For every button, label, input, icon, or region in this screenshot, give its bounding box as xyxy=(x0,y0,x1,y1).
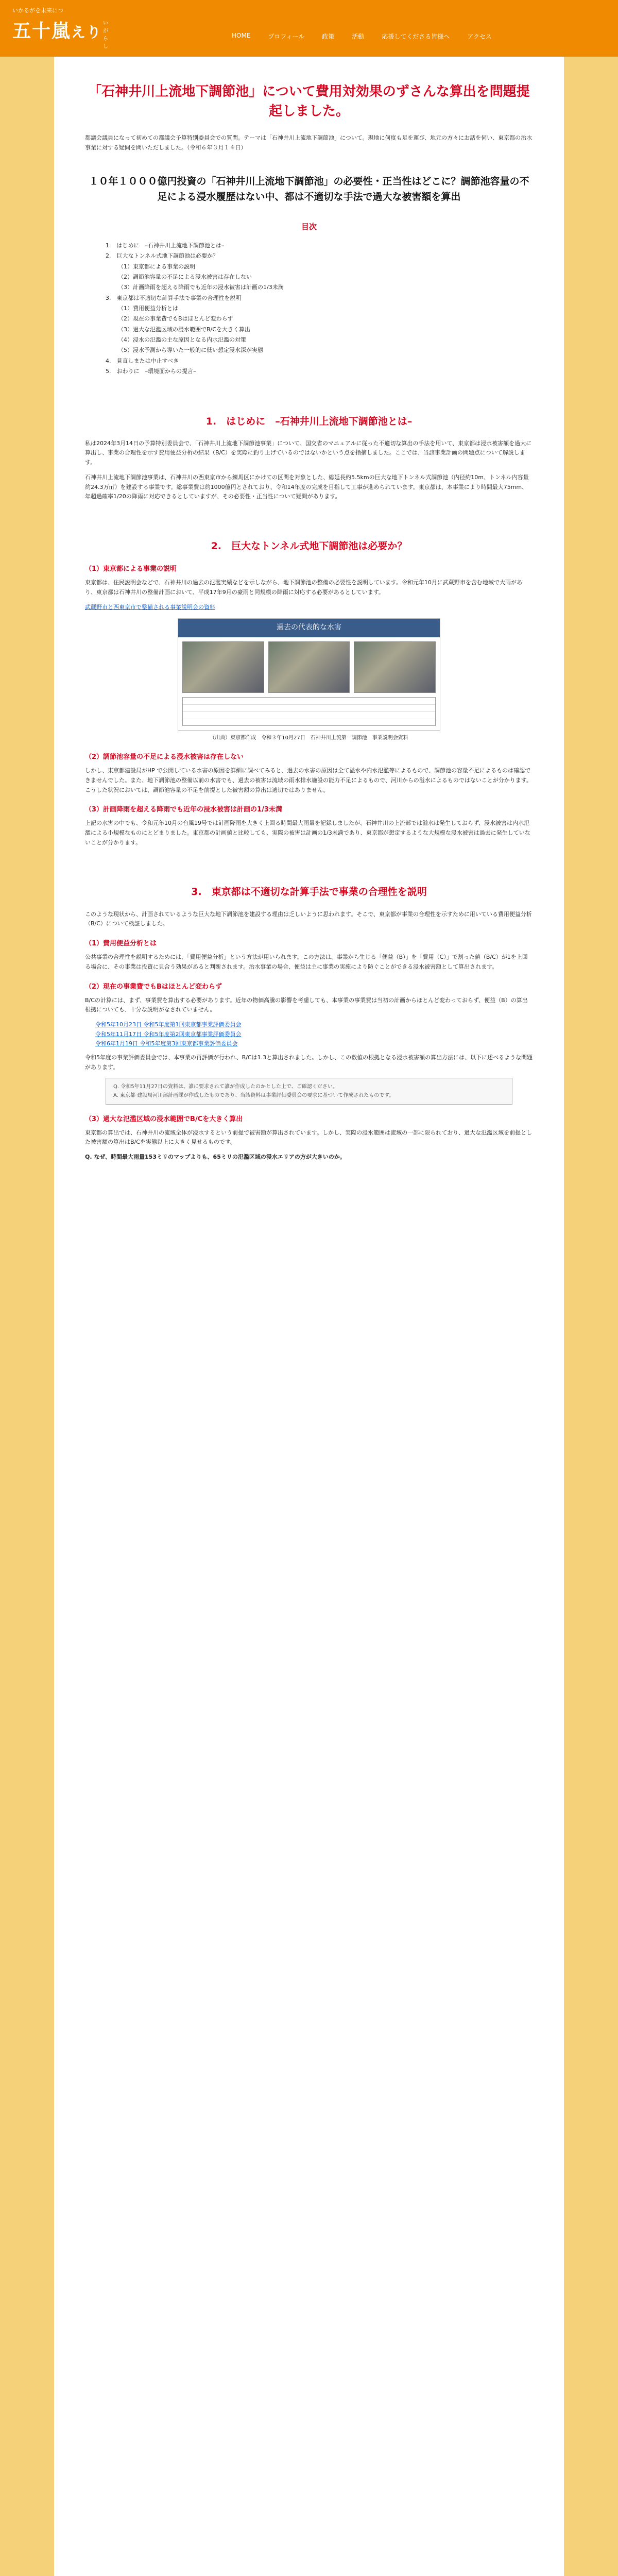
nav-activities[interactable]: 活動 xyxy=(352,33,365,40)
flood-data-table xyxy=(182,697,436,726)
main-nav xyxy=(232,32,492,41)
paragraph: 令和5年度の事業評価委員会では、本事業の再評価が行われ、B/Cは1.3と算出されました。しかし、この数値の根拠となる浸水被害額の算出方法には、以下に述べるような問題があります。 xyxy=(85,1054,533,1071)
toc-item[interactable]: （3）計画降雨を超える降雨でも近年の浸水被害は計画の1/3未満 xyxy=(118,284,284,291)
toc-item[interactable]: （3）過大な氾濫区域の浸水範囲でB/Cを大きく算出 xyxy=(118,326,250,333)
toc-title: 目次 xyxy=(301,222,317,231)
flood-photo xyxy=(354,641,436,693)
toc-item[interactable]: 1. はじめに –石神井川上流地下調節池とは– xyxy=(106,242,225,249)
subsection-heading: （2）現在の事業費でもBはほとんど変わらず xyxy=(85,982,222,991)
nav-access[interactable]: アクセス xyxy=(467,33,492,40)
figure-title: 過去の代表的な水害 xyxy=(178,619,440,637)
section-2-heading: 2. 巨大なトンネル式地下調節池は必要か？ xyxy=(211,540,407,552)
paragraph: 東京都の算出では、石神井川の流域全体が浸水するという前提で被害額が算出されています。しかし、実際の浸水範囲は流域の一部に限られており、過大な氾濫区域を前提とした被害額の算出はB/Cを実態以上に大きく見せるものです。 xyxy=(85,1129,533,1146)
toc-item[interactable]: 4. 見直しまたは中止すべき xyxy=(106,357,179,364)
logo-name: 五十嵐えり xyxy=(12,21,102,42)
toc-item[interactable]: （4）浸水の氾濫の主な原因となる内水氾濫の対策 xyxy=(118,336,246,344)
section-1-paragraph: 石神井川上流地下調節池事業は、石神井川の西東京市から練馬区にかけての区間を対象とした、総延長約5.5kmの巨大な地下トンネル式調節池（内径約10m、トンネル内容量約24.3万㎥）を建設する事業です。総事業費は約1000億円とされており、令和14年度の完成を目指して工事が進められています。東京都は、本事業により時間最大75mm、年超過確率1/20の降雨に対応できるとしていますが、その必要性・正当性について疑問があります。 xyxy=(85,473,529,500)
committee-link[interactable]: 令和5年11月17日 令和5年度第2回東京都事業評価委員会 xyxy=(95,1030,242,1038)
toc-item[interactable]: 5. おわりに –環境面からの提言– xyxy=(106,368,196,375)
article-headline: １０年１０００億円投資の「石神井川上流地下調節池」の必要性・正当性はどこに？調節池容量の不足による浸水履歴はない中、都は不適切な手法で過大な被害額を算出 xyxy=(89,175,529,203)
logo-tagline: いかるがを未来につ xyxy=(12,7,63,14)
paragraph: 上記の水害の中でも、令和元年10月の台風19号では計画降雨を大きく上回る時間最大雨量を記録しましたが、石神井川の上流部では溢水は発生しておらず、浸水被害は内水氾濫による小規模なものにとどまりました。東京都の計画値と比較しても、実際の被害は計画の1/3未満であり、東京都が想定するような大規模な浸水被害は過去に発生していないことが分かります。 xyxy=(85,820,530,846)
nav-supporters[interactable]: 応援してくださる皆様へ xyxy=(382,33,450,40)
article-title: 「石神井川上流地下調節池」について費用対効果のずさんな算出を問題提起しました。 xyxy=(88,84,530,119)
nav-policy[interactable]: 政策 xyxy=(322,33,335,40)
qa-answer: A. 東京都 建設局河川部計画課が作成したものであり、当該資料は事業評価委員会の要求に基づいて作成されたものです。 xyxy=(113,1092,394,1098)
article-container xyxy=(54,57,564,2576)
qa-question: Q. 令和5年11月27日の資料は、誰に要求されて誰が作成したのかとした上で、ご確認ください。 xyxy=(113,1083,338,1090)
flood-photo xyxy=(182,641,264,693)
nav-home[interactable]: HOME xyxy=(232,32,251,39)
committee-link[interactable]: 令和5年10月23日 令和5年度第1回東京都事業評価委員会 xyxy=(95,1021,242,1028)
logo-ruby: いがらし xyxy=(103,21,108,49)
subsection-heading: （1）東京都による事業の説明 xyxy=(85,565,177,573)
subsection-heading: （3）計画降雨を超える降雨でも近年の浸水被害は計画の1/3未満 xyxy=(85,806,282,814)
figure-caption: （出典）東京都作成 令和３年10月27日 石神井川上流第一調節池 事業説明会資料 xyxy=(210,735,408,741)
paragraph: B/Cの計算には、まず、事業費を算出する必要があります。近年の物価高騰の影響を考慮しても、本事業の事業費は当初の計画からほとんど変わっておらず、便益（B）の算出根拠についても、十分な説明がなされていません。 xyxy=(85,996,528,1013)
toc-item[interactable]: 3. 東京都は不適切な計算手法で事業の合理性を説明 xyxy=(106,294,242,301)
toc-item[interactable]: （2）現在の事業費でもBはほとんど変わらず xyxy=(118,315,233,323)
paragraph: このような現状から、計画されているような巨大な地下調節池を建設する理由は乏しいように思われます。そこで、東京都が事業の合理性を示すために用いている費用便益分析（B/C）について検証しました。 xyxy=(85,910,532,927)
toc-item[interactable]: （5）浸水予測から導いた一般的に低い想定浸水深が実態 xyxy=(118,347,263,354)
toc-item[interactable]: （1）東京都による事業の説明 xyxy=(118,263,195,270)
subsection-heading: （3）過大な氾濫区域の浸水範囲でB/Cを大きく算出 xyxy=(85,1115,243,1123)
briefing-material-link[interactable]: 武蔵野市と西東京市で整備される事業説明会の資料 xyxy=(85,603,215,611)
paragraph: 公共事業の合理性を説明するためには、「費用便益分析」という方法が用いられます。この方法は、事業から生じる「便益（B）」を「費用（C）」で割った値（B/C）が1を上回る場合に、その事業は投資に見合う効果があると判断されます。治水事業の場合、便益は主に事業の実施により防ぐことができる浸水被害額として算出されます。 xyxy=(85,954,528,970)
qa-question: Q. なぜ、時間最大雨量153ミリのマップよりも、65ミリの氾濫区域の浸水エリアの方が大きいのか。 xyxy=(85,1154,346,1160)
subsection-heading: （2）調節池容量の不足による浸水被害は存在しない xyxy=(85,753,244,761)
section-1-heading: 1. はじめに –石神井川上流地下調節池とは– xyxy=(205,415,413,427)
qa-box xyxy=(106,1078,512,1105)
toc-item[interactable]: （2）調節池容量の不足による浸水被害は存在しない xyxy=(118,274,252,281)
article-intro: 都議会議員になって初めての都議会予算特別委員会での質問。テーマは「石神井川上流地下調節池」について。現地に何度も足を運び、地元の方々にお話を伺い、東京都の治水事業に対する疑問を問いただしました。（令和６年３月１４日） xyxy=(85,134,533,151)
flood-photo xyxy=(268,641,350,693)
committee-link[interactable]: 令和6年1月19日 令和5年度第3回東京都事業評価委員会 xyxy=(95,1040,238,1047)
site-header xyxy=(0,0,618,57)
flood-history-figure xyxy=(178,618,440,731)
section-3-heading: 3. 東京都は不適切な計算手法で事業の合理性を説明 xyxy=(191,886,427,898)
toc-item[interactable]: 2. 巨大なトンネル式地下調節池は必要か？ xyxy=(106,252,219,260)
table-of-contents xyxy=(106,241,533,377)
committee-links xyxy=(95,1020,533,1049)
toc-item[interactable]: （1）費用便益分析とは xyxy=(118,305,178,312)
subsection-heading: （1）費用便益分析とは xyxy=(85,940,157,948)
paragraph: しかし、東京都建設局がHP で公開している水害の原因を詳細に調べてみると、過去の水害の原因は全て溢水や内水氾濫等によるもので、調節池の容量不足によるものは確認できませんでした。また、地下調節池の整備以前の水害でも、過去の被害は流域の雨水排水施設の能力不足によるもので、河川からの溢水によるものではないことが分かります。こうした状況においては、調節池容量の不足を前提とした被害額の算出は適切ではありません。 xyxy=(85,767,532,793)
paragraph: 東京都は、住民説明会などで、石神井川の過去の氾濫実績などを示しながら、地下調節池の整備の必要性を説明しています。令和元年10月に武蔵野市を含む地域で大雨があり、東京都は石神井川の整備計画において、平成17年9月の豪雨と同規模の降雨に対応する必要があるとしています。 xyxy=(85,579,522,596)
nav-profile[interactable]: プロフィール xyxy=(268,33,305,40)
site-logo[interactable] xyxy=(12,6,108,49)
section-1-paragraph: 私は2024年3月14日の予算特別委員会で、「石神井川上流地下調節池事業」について、国交省のマニュアルに従った不適切な算出の手法を用いて、東京都は浸水被害額を過大に算出し、事業の合理性を示す費用便益分析の結果（B/C）を実際に釣り上げているのではないかという点を指摘しました。ここでは、当該事業計画の問題点について解説します。 xyxy=(85,439,532,466)
